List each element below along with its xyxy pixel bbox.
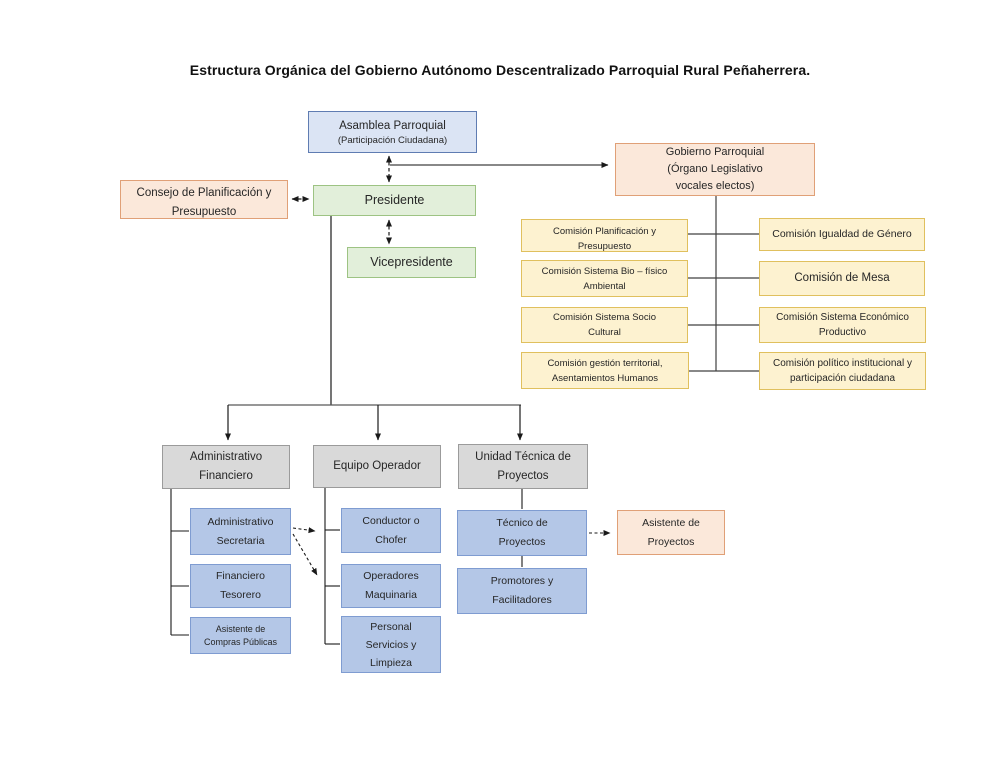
box-comision-socio-cultural (521, 307, 688, 343)
box-sublabel: (Participación Ciudadana) (337, 134, 448, 146)
box-comision-planificacion (521, 219, 688, 252)
box-comision-bio-fisico (521, 260, 688, 297)
box-label: participación ciudadana (789, 373, 896, 384)
box-label: Vicepresidente (370, 255, 453, 269)
box-label: Conductor o (362, 514, 420, 527)
box-label: Limpieza (369, 656, 413, 669)
box-label: Asamblea Parroquial (339, 119, 446, 132)
box-label: Ambiental (583, 280, 626, 292)
box-label: Proyectos (497, 469, 549, 482)
box-label: Administrativo (207, 515, 274, 528)
box-tecnico-proyectos (457, 510, 587, 556)
box-label: vocales electos) (675, 180, 755, 192)
box-label: Comisión Planificación y (553, 226, 656, 237)
box-asistente-proyectos (617, 510, 725, 555)
box-label: Cultural (588, 327, 621, 338)
box-comision-igualdad-genero (759, 218, 925, 251)
box-label: Tesorero (220, 589, 261, 601)
box-asamblea-parroquial (308, 111, 477, 153)
box-label: Financiero (199, 470, 253, 482)
box-label: Maquinaria (365, 589, 417, 601)
box-label: Proyectos (498, 536, 546, 548)
box-label: Servicios y (365, 638, 417, 651)
box-label: (Órgano Legislativo (667, 163, 763, 175)
box-label: Comisión Igualdad de Género (772, 228, 912, 240)
box-label: Asentamientos Humanos (551, 372, 659, 384)
box-consejo-planificacion (120, 180, 288, 219)
box-label: Consejo de Planificación y (136, 187, 272, 199)
box-label: Comisión Sistema Bio – físico (541, 265, 668, 277)
box-label: Proyectos (647, 535, 695, 548)
box-label: Presupuesto (577, 241, 632, 252)
box-label: Asistente de (215, 623, 266, 634)
box-label: Gobierno Parroquial (665, 146, 765, 158)
box-comision-de-mesa (759, 261, 925, 296)
box-financiero-tesorero (190, 564, 291, 608)
box-operadores-maquinaria (341, 564, 441, 608)
box-label: Comisión de Mesa (794, 272, 890, 284)
box-label: Chofer (375, 533, 407, 546)
box-comision-politico-institucional (759, 352, 926, 390)
box-label: Presupuesto (171, 206, 237, 218)
box-label: Unidad Técnica de (475, 450, 571, 463)
box-label: Personal (370, 620, 412, 633)
box-label: Comisión Sistema Económico (776, 312, 909, 323)
box-label: Administrativo (189, 451, 263, 463)
box-label: Comisión gestión territorial, (547, 357, 663, 369)
box-label: Operadores (363, 570, 419, 582)
chart-title: Estructura Orgánica del Gobierno Autónomo Descentralizado Parroquial Rural Peñaherrera. (189, 62, 811, 78)
box-promotores-facilitadores (457, 568, 587, 614)
box-label: Financiero (215, 570, 266, 582)
box-label: Técnico de (496, 517, 548, 529)
box-unidad-tecnica-proyectos (458, 444, 588, 489)
box-vicepresidente (347, 247, 476, 278)
box-label: Promotores y (490, 575, 554, 587)
wire-secretaria-conductor (293, 528, 315, 531)
box-presidente (313, 185, 476, 216)
box-label: Comisión político institucional y (773, 358, 912, 369)
box-label: Comisión Sistema Socio (553, 312, 656, 323)
wire-secretaria-operadores (293, 534, 317, 575)
box-personal-servicios-limpieza (341, 616, 441, 673)
box-conductor-chofer (341, 508, 441, 553)
box-equipo-operador (313, 445, 441, 488)
box-label: Secretaria (216, 534, 265, 547)
box-label: Equipo Operador (333, 460, 421, 472)
box-administrativo-secretaria (190, 508, 291, 555)
box-label: Presidente (364, 193, 425, 207)
box-label: Productivo (818, 327, 867, 338)
box-administrativo-financiero (162, 445, 290, 489)
box-label: Compras Públicas (203, 636, 278, 647)
box-label: Asistente de (642, 516, 700, 529)
box-comision-economico-productivo (759, 307, 926, 343)
box-comision-gestion-territorial (521, 352, 689, 389)
box-gobierno-parroquial (615, 143, 815, 196)
box-label: Facilitadores (492, 594, 552, 606)
box-asistente-compras-publicas (190, 617, 291, 654)
